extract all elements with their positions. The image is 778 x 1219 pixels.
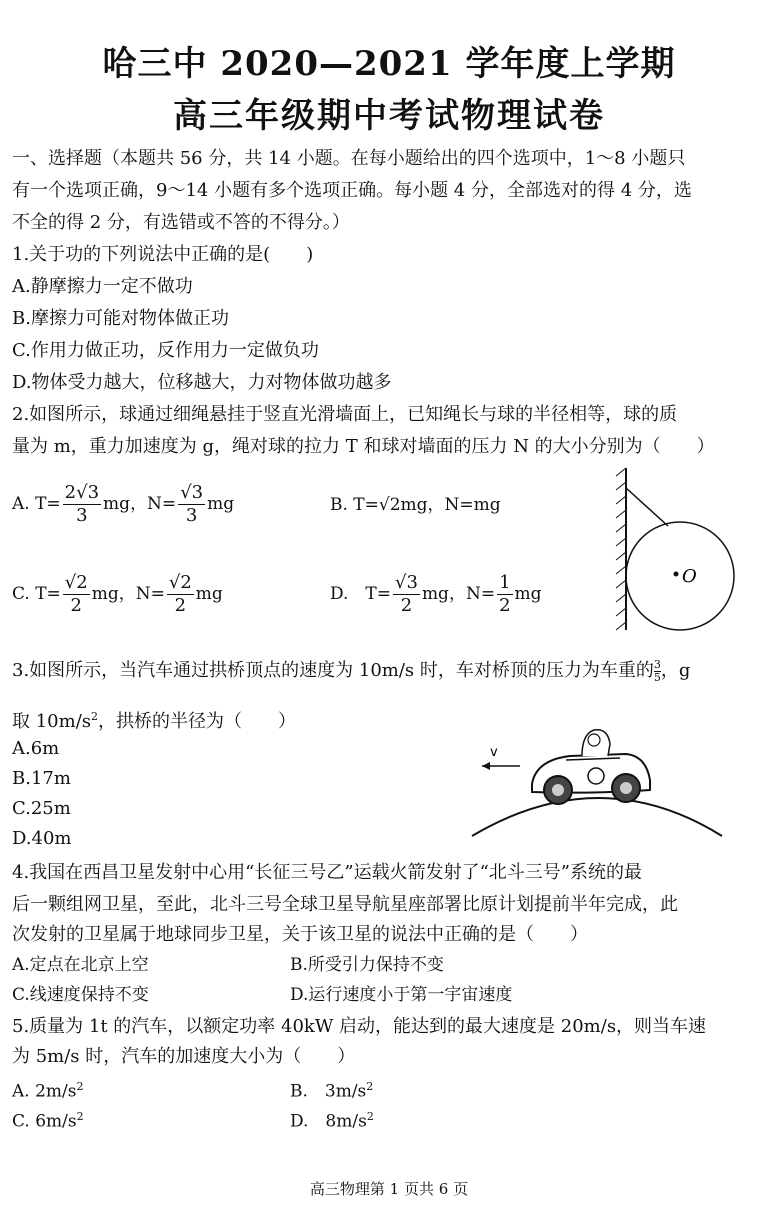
q4-option-b: B.所受引力保持不变 [290,955,444,975]
q5-option-a: A. $2m/s^2$ [12,1080,84,1102]
q4-stem-line2: 后一颗组网卫星，至此，北斗三号全球卫星导航星座部署比原计划提前半年完成，此 [12,894,678,915]
q1-option-a: A.静摩擦力一定不做功 [12,276,193,297]
q4-stem-line1: 4.我国在西昌卫星发射中心用“长征三号乙”运载火箭发射了“北斗三号”系统的最 [12,862,642,883]
section-instructions-line2: 有一个选项正确，9～14 小题有多个选项正确。每小题 4 分，全部选对的得 4 分，选 [12,180,692,201]
q4-option-a: A.定点在北京上空 [12,955,149,975]
bridge-arch [472,798,722,836]
q2-option-a: A. T= $\frac{2√3}{3}$ mg，N= $\frac{√3}{3}$ mg [12,482,235,526]
exam-title-line1: 哈三中 2020—2021 学年度上学期 [102,44,676,84]
ball [626,522,734,630]
q1-option-c: C.作用力做正功，反作用力一定做负功 [12,340,319,361]
velocity-arrow-head [482,762,490,770]
q2-stem-line1: 2.如图所示，球通过细绳悬挂于竖直光滑墙面上，已知绳长与球的半径相等，球的质 [12,404,678,425]
velocity-label: v [490,745,498,760]
car-bridge-figure [470,720,730,840]
car [532,730,650,804]
q5-option-b: B. $3m/s^2$ [290,1080,374,1102]
q3-option-b: B.17m [12,768,71,789]
section-instructions-line1: 一、选择题（本题共 56 分，共 14 小题。在每小题给出的四个选项中，1～8 小题只 [12,148,686,169]
q2-stem-line2: 量为 m，重力加速度为 g，绳对球的拉力 T 和球对墙面的压力 N 的大小分别为（ ） [12,436,715,457]
q2-option-c: C. T= $\frac{√2}{2}$ mg，N= $\frac{√2}{2}$ mg [12,572,223,616]
ball-center-dot [674,572,679,577]
q5-option-c: C. $6m/s^2$ [12,1110,84,1132]
page-footer: 高三物理第 1 页共 6 页 [309,1180,469,1198]
wall-hatching [616,468,626,630]
q4-option-c: C.线速度保持不变 [12,985,149,1005]
q3-option-c: C.25m [12,798,71,819]
exam-title-line2: 高三年级期中考试物理试卷 [173,96,605,136]
q5-stem-line1: 5.质量为 1t 的汽车，以额定功率 40kW 启动，能达到的最大速度是 20m/s，则当车速 [12,1016,707,1037]
q1-stem: 1.关于功的下列说法中正确的是( ) [12,244,314,265]
section-instructions-line3: 不全的得 2 分，有选错或不答的不得分。） [12,212,350,233]
q3-option-d: D.40m [12,828,72,849]
q3-stem-line2: 取 $10m/s^2$，拱桥的半径为（ ） [12,710,296,732]
ball-wall-figure [600,466,750,634]
q3-option-a: A.6m [12,738,60,759]
q1-option-b: B.摩擦力可能对物体做正功 [12,308,229,329]
rope [626,488,668,526]
q5-option-d: D. $8m/s^2$ [290,1110,374,1132]
q2-option-b: B. T=√2mg，N=mg [330,495,501,515]
q1-option-d: D.物体受力越大，位移越大，力对物体做功越多 [12,372,392,393]
ball-center-label: O [682,566,697,587]
q3-stem-line1: 3.如图所示，当汽车通过拱桥顶点的速度为 10m/s 时，车对桥顶的压力为车重的 $\frac{3}{5}$ ，g [12,657,691,684]
q2-option-d: D. T= $\frac{√3}{2}$ mg，N= $\frac{1}{2}$ mg [330,572,542,616]
q4-option-d: D.运行速度小于第一宇宙速度 [290,985,513,1005]
q5-stem-line2: 为 5m/s 时，汽车的加速度大小为（ ） [12,1046,356,1067]
q4-stem-line3: 次发射的卫星属于地球同步卫星，关于该卫星的说法中正确的是（ ） [12,924,588,945]
